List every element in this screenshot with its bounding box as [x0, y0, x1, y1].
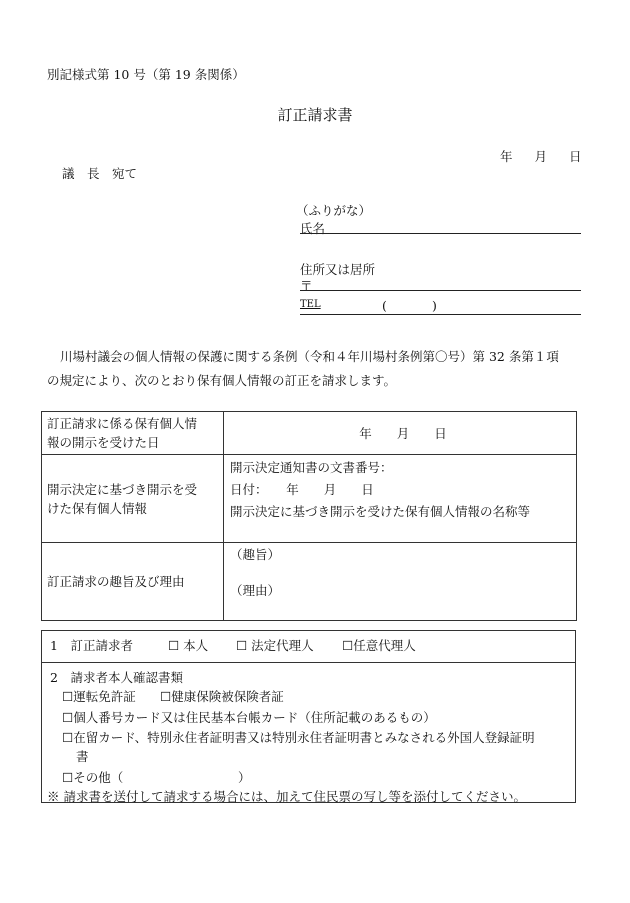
id-option-drivers-license[interactable]: ☐運転免許証 [62, 689, 136, 704]
request-statement-line2: の規定により、次のとおり保有個人情報の訂正を請求します。 [47, 373, 397, 388]
purpose-reason-value[interactable] [224, 543, 577, 621]
requester-option-self[interactable]: ☐ 本人 [168, 638, 209, 653]
addressee: 議 長 宛て [62, 166, 138, 181]
date-month-label: 月 [534, 149, 548, 164]
tel-label: TEL [300, 299, 321, 310]
requester-option-legal-agent[interactable]: ☐ 法定代理人 [236, 638, 314, 653]
table-row-disclosure-date [42, 412, 577, 455]
purpose-reason-label: 訂正請求の趣旨及び理由 [42, 543, 224, 621]
disclosure-date-label-line2: 報の開示を受けた日 [47, 435, 160, 450]
date-day-label: 日 [569, 149, 582, 164]
disclosed-info-value[interactable] [224, 455, 577, 543]
document-title: 訂正請求書 [277, 106, 353, 124]
reason-heading: （理由） [230, 583, 281, 598]
disclosed-info-name-field: 開示決定に基づき開示を受けた保有個人情報の名称等 [230, 504, 531, 519]
identity-docs-section-label: 2 請求者本人確認書類 [50, 670, 183, 685]
requester-section-label: 1 訂正請求者 [50, 638, 133, 653]
disclosure-date-value[interactable]: 年 月 日 [224, 412, 577, 455]
address-label: 住所又は居所 [300, 262, 376, 277]
name-field-line[interactable] [300, 233, 581, 234]
table-row-purpose-reason [42, 543, 577, 621]
form-number: 別記様式第 10 号（第 19 条関係） [47, 67, 245, 82]
tel-paren-open: ( [382, 298, 387, 313]
furigana-label: （ふりがな） [296, 203, 372, 218]
id-option-health-insurance[interactable]: ☐健康保険被保険者証 [160, 689, 284, 704]
disclosed-info-label-line1: 開示決定に基づき開示を受 [47, 481, 198, 497]
attachment-note: ※ 請求書を送付して請求する場合には、加えて住民票の写し等を添付してください。 [47, 789, 526, 804]
disclosed-info-label-line2: けた保有個人情報 [47, 500, 148, 516]
address-field-line[interactable] [300, 290, 581, 291]
id-option-residence-card-cont: 書 [76, 749, 89, 764]
requester-option-voluntary-agent[interactable]: ☐任意代理人 [342, 638, 416, 653]
date-year-label: 年 [500, 149, 513, 164]
document-number-field: 開示決定通知書の文書番号： [230, 460, 393, 475]
name-label: 氏名 [300, 221, 326, 236]
request-statement-line1: 川場村議会の個人情報の保護に関する条例（令和４年川場村条例第〇号）第 32 条第１項 [60, 349, 559, 364]
table-row-disclosed-info [42, 455, 577, 543]
request-details-table [41, 411, 577, 621]
tel-paren-close: ) [432, 298, 437, 313]
disclosure-decision-date-field: 日付： 年 月 日 [230, 482, 374, 497]
disclosure-date-label-line1: 訂正請求に係る保有個人情 [47, 416, 198, 431]
request-date [500, 147, 582, 165]
disclosure-date-label [42, 412, 224, 455]
id-option-residence-card[interactable]: ☐在留カード、特別永住者証明書又は特別永住者証明書とみなされる外国人登録証明 [62, 730, 535, 745]
id-option-other[interactable]: ☐その他（ [62, 770, 124, 785]
tel-field-line[interactable] [300, 314, 581, 315]
id-option-other-close: ） [238, 770, 251, 785]
purpose-heading: （趣旨） [230, 547, 281, 562]
postal-mark: 〒 [300, 278, 313, 293]
disclosed-info-label [42, 455, 224, 543]
requester-info-box [41, 630, 576, 803]
section-divider [42, 662, 575, 663]
id-option-mynumber-card[interactable]: ☐個人番号カード又は住民基本台帳カード（住所記載のあるもの） [62, 710, 436, 725]
